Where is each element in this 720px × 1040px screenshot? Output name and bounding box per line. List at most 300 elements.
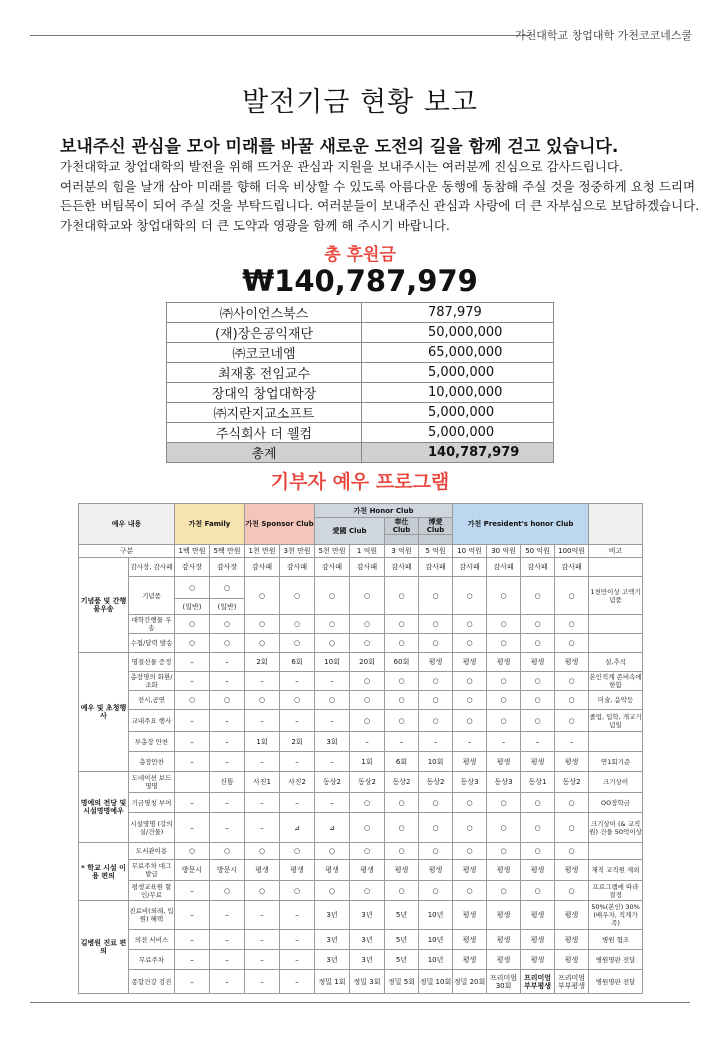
benefit-row	[79, 813, 643, 843]
benefit-cell: 감사장	[175, 558, 210, 577]
benefit-cell: 평생	[521, 752, 555, 772]
benefit-row	[79, 653, 643, 672]
benefit-cell: ○	[350, 881, 385, 901]
benefit-cell: ○	[555, 577, 589, 615]
benefit-cell: 평생	[453, 930, 487, 950]
benefit-cell: –	[210, 732, 245, 752]
benefit-cell: ○	[385, 691, 419, 710]
benefit-cell: 동상2	[555, 772, 589, 793]
donor-row	[167, 303, 554, 323]
benefit-cell: –	[210, 710, 245, 732]
amount-cell: 100억원	[555, 545, 589, 558]
benefit-cell: 3년	[315, 950, 350, 970]
benefit-cell: 평생	[555, 860, 589, 881]
item-label: 도네이션 보드명명	[129, 772, 175, 793]
benefit-cell: ○	[245, 577, 280, 615]
benefit-cell: ○	[175, 615, 210, 634]
benefit-cell: –	[175, 950, 210, 970]
benefit-cell: ○	[419, 577, 453, 615]
benefit-cell: 평생	[521, 901, 555, 930]
benefit-cell: ○	[315, 691, 350, 710]
benefit-cell: ○	[419, 793, 453, 813]
benefit-cell: 프리미엄 30회	[487, 970, 521, 994]
benefit-cell: –	[175, 813, 210, 843]
benefit-cell: 평생	[419, 653, 453, 672]
category-facility: * 학교 시설 이용 편의	[79, 843, 129, 901]
benefit-cell: 평생	[453, 950, 487, 970]
benefit-cell: ○	[453, 813, 487, 843]
donor-amount: 5,000,000	[362, 403, 554, 423]
benefit-cell: 평생	[555, 950, 589, 970]
donor-benefit-table	[78, 503, 643, 994]
benefit-cell: –	[210, 930, 245, 950]
benefit-cell: 1회	[350, 752, 385, 772]
benefit-cell: ○	[385, 634, 419, 653]
benefit-cell: ○	[280, 843, 315, 860]
benefit-cell: ○	[175, 691, 210, 710]
benefit-cell: 사진2	[280, 772, 315, 793]
benefit-cell: ○	[350, 843, 385, 860]
benefit-cell: ○	[555, 634, 589, 653]
benefit-cell: –	[245, 813, 280, 843]
benefit-cell: 3년	[350, 901, 385, 930]
item-label: 전시,공연	[129, 691, 175, 710]
note-cell: 미술, 음악등	[589, 691, 643, 710]
benefit-cell: 동상1	[521, 772, 555, 793]
benefit-cell: –	[175, 732, 210, 752]
benefit-cell: ○	[555, 813, 589, 843]
donor-name: (재)장은공익재단	[167, 323, 362, 343]
benefit-cell: ○	[521, 634, 555, 653]
benefit-cell: ○	[419, 710, 453, 732]
benefit-cell: 10년	[419, 950, 453, 970]
benefit-cell: ○	[453, 881, 487, 901]
benefit-cell: 평생	[487, 860, 521, 881]
benefit-cell: 사진1	[245, 772, 280, 793]
intro-line: 든든한 버팀목이 되어 주실 것을 부탁드립니다. 여러분들이 보내주신 관심과 사랑에 더 큰 자부심으로 보답하겠습니다.	[60, 198, 700, 213]
donor-name: 최재홍 전임교수	[167, 363, 362, 383]
benefit-cell: 5년	[385, 901, 419, 930]
item-label: 도서관이용	[129, 843, 175, 860]
benefit-cell: 2회	[245, 653, 280, 672]
benefit-cell: ○	[350, 615, 385, 634]
donor-row	[167, 383, 554, 403]
benefit-cell: ○	[453, 793, 487, 813]
benefit-cell: 평생	[385, 860, 419, 881]
note-cell: 졸업, 입학, 개교기념일	[589, 710, 643, 732]
tier-header-row	[79, 504, 643, 518]
donor-row	[167, 423, 554, 443]
benefit-cell: 감사패	[385, 558, 419, 577]
benefit-cell: ○	[385, 672, 419, 691]
donor-amount: 10,000,000	[362, 383, 554, 403]
benefit-cell: –	[245, 793, 280, 813]
benefit-cell: ○	[175, 843, 210, 860]
benefit-cell: ○	[487, 634, 521, 653]
item-label: 감사장, 감사패	[129, 558, 175, 577]
benefit-cell: –	[280, 710, 315, 732]
benefit-cell: 평생	[555, 752, 589, 772]
item-label: 진료비(외래, 입원) 혜택	[129, 901, 175, 930]
benefit-cell: ○	[315, 577, 350, 615]
item-label: 교내주요 행사	[129, 710, 175, 732]
donor-name: 주식회사 더 웰컴	[167, 423, 362, 443]
amount-cell: 1천 만원	[245, 545, 280, 558]
benefit-cell: 정밀 3회	[350, 970, 385, 994]
benefit-cell: –	[245, 710, 280, 732]
item-label: 의전 서비스	[129, 930, 175, 950]
benefit-row	[79, 793, 643, 813]
benefit-cell: ○	[521, 577, 555, 615]
item-label: 명절선물 증정	[129, 653, 175, 672]
benefit-cell: –	[280, 672, 315, 691]
note-cell	[589, 558, 643, 577]
benefit-cell: ○	[487, 813, 521, 843]
benefit-cell: 3년	[315, 930, 350, 950]
benefit-cell: –	[555, 732, 589, 752]
benefit-cell: ○	[315, 843, 350, 860]
benefit-cell: ○	[555, 672, 589, 691]
benefit-cell: ○	[487, 691, 521, 710]
benefit-cell: 감사패	[350, 558, 385, 577]
benefit-cell: ○	[210, 577, 245, 599]
amount-cell: 50 억원	[521, 545, 555, 558]
donor-row	[167, 403, 554, 423]
benefit-cell: ○	[487, 672, 521, 691]
benefit-cell: ○	[385, 793, 419, 813]
item-label: 대학간행물 우송	[129, 615, 175, 634]
benefit-cell: –	[175, 901, 210, 930]
benefit-cell: 감사패	[555, 558, 589, 577]
header-org: 가천대학교 창업대학 가천코코네스쿨	[514, 29, 692, 42]
footer-rule	[30, 1002, 690, 1003]
benefit-cell: ○	[521, 813, 555, 843]
benefit-cell: 평생	[453, 752, 487, 772]
benefit-cell: 10회	[419, 752, 453, 772]
category-honors: 명예의 전당 및 시설명명예우	[79, 772, 129, 843]
benefit-cell: –	[453, 732, 487, 752]
benefit-cell: 감사패	[487, 558, 521, 577]
note-cell	[589, 843, 643, 860]
donor-name: ㈜지란지교소프트	[167, 403, 362, 423]
benefit-row	[79, 970, 643, 994]
note-cell: 크기상이 (& 교직원) 건물 50억이상	[589, 813, 643, 843]
note-cell: OO장학금	[589, 793, 643, 813]
donor-name: ㈜사이언스북스	[167, 303, 362, 323]
benefit-cell: ○	[521, 793, 555, 813]
intro-line: 여러분의 힘을 날개 삼아 미래를 향해 더욱 비상할 수 있도록 아름다운 동행에 동참해 주실 것을 정중하게 요청 드리며	[60, 178, 696, 194]
program-title: 기부자 예우 프로그램	[270, 471, 450, 493]
amount-cell: 3천 만원	[280, 545, 315, 558]
benefit-cell: 10회	[315, 653, 350, 672]
benefit-cell: 평생	[555, 901, 589, 930]
benefit-cell: ○	[487, 881, 521, 901]
benefit-cell: –	[280, 930, 315, 950]
benefit-cell: –	[245, 752, 280, 772]
benefit-cell: –	[175, 930, 210, 950]
amount-cell: 10 억원	[453, 545, 487, 558]
benefit-cell: –	[385, 732, 419, 752]
benefit-cell: ○	[453, 843, 487, 860]
benefit-cell: ⊿	[280, 813, 315, 843]
donor-total-amount: 140,787,979	[362, 443, 554, 463]
benefit-row	[79, 843, 643, 860]
benefit-cell: 3년	[315, 901, 350, 930]
benefit-row	[79, 710, 643, 732]
benefit-cell: 감사패	[280, 558, 315, 577]
benefit-cell	[175, 772, 210, 793]
note-cell: 병원 협조	[589, 930, 643, 950]
benefit-cell: ○	[419, 634, 453, 653]
tier-honor-aeguk: 愛國 Club	[315, 518, 385, 545]
benefit-cell: 1회	[245, 732, 280, 752]
benefit-cell: 프리미엄 부부평생	[521, 970, 555, 994]
benefit-cell: ○	[487, 577, 521, 615]
intro-paragraph	[60, 157, 700, 235]
donor-table	[166, 302, 554, 463]
donor-amount: 5,000,000	[362, 363, 554, 383]
benefit-cell: 프리미엄 부부평생	[555, 970, 589, 994]
page-title: 발전기금 현황 보고	[242, 87, 478, 118]
item-label: 기금명칭 부여	[129, 793, 175, 813]
benefit-cell: ○	[210, 634, 245, 653]
donor-row	[167, 343, 554, 363]
benefit-row	[79, 577, 643, 599]
item-label: 수첩/달력 발송	[129, 634, 175, 653]
benefit-cell: ○	[555, 881, 589, 901]
note-cell: 1천만이상 고액기념품	[589, 577, 643, 615]
amount-cell: 5천 만원	[315, 545, 350, 558]
tier-sponsor: 가천 Sponsor Club	[245, 504, 315, 545]
total-donation-amount: ₩140,787,979	[242, 264, 478, 298]
benefit-cell: –	[280, 970, 315, 994]
benefit-row	[79, 672, 643, 691]
note-cell: 프로그램에 따라 결정	[589, 881, 643, 901]
benefit-cell: –	[245, 901, 280, 930]
benefit-cell: 5년	[385, 950, 419, 970]
benefit-row	[79, 881, 643, 901]
amount-cell: 5 억원	[419, 545, 453, 558]
benefit-cell: 평생	[555, 930, 589, 950]
benefit-cell: ○	[280, 577, 315, 615]
note-cell: 병원명판 전달	[589, 950, 643, 970]
benefit-cell: ○	[245, 634, 280, 653]
benefit-cell: 20회	[350, 653, 385, 672]
benefit-cell: ○	[245, 691, 280, 710]
benefit-cell: ○	[315, 881, 350, 901]
note-cell: 크기상이	[589, 772, 643, 793]
benefit-cell: –	[280, 901, 315, 930]
benefit-row	[79, 732, 643, 752]
benefit-cell: 6회	[385, 752, 419, 772]
header-rule	[30, 35, 530, 36]
benefit-cell: ○	[350, 813, 385, 843]
tier-family: 가천 Family	[175, 504, 245, 545]
benefit-cell: ○	[453, 634, 487, 653]
benefit-cell: 평생	[487, 930, 521, 950]
benefit-cell: ○	[453, 691, 487, 710]
benefit-cell: ○	[521, 615, 555, 634]
benefit-cell: ○	[419, 813, 453, 843]
benefit-cell: ○	[280, 634, 315, 653]
benefit-cell: ○	[555, 615, 589, 634]
benefit-cell: –	[210, 752, 245, 772]
benefit-cell: ○	[245, 615, 280, 634]
benefit-cell: ○	[521, 843, 555, 860]
benefit-cell: ○	[487, 843, 521, 860]
benefit-cell: ○	[210, 843, 245, 860]
benefit-cell: ○	[385, 615, 419, 634]
benefit-cell: (일반)	[210, 599, 245, 615]
benefit-cell: 동상2	[315, 772, 350, 793]
benefit-cell: ○	[419, 672, 453, 691]
tier-honor: 가천 Honor Club	[315, 504, 453, 518]
benefit-cell: ○	[385, 843, 419, 860]
tier-honor-blank	[385, 535, 419, 545]
benefit-cell: ○	[453, 577, 487, 615]
benefit-row	[79, 634, 643, 653]
benefit-cell: –	[175, 881, 210, 901]
donor-row	[167, 363, 554, 383]
benefit-cell: ○	[419, 843, 453, 860]
benefit-cell: ○	[210, 615, 245, 634]
donor-amount: 5,000,000	[362, 423, 554, 443]
donor-name: ㈜코코네엠	[167, 343, 362, 363]
benefit-cell: ○	[350, 577, 385, 615]
benefit-cell: ⊿	[315, 813, 350, 843]
category-gifts: 기념품 및 간행물우송	[79, 558, 129, 653]
benefit-row	[79, 752, 643, 772]
benefit-row	[79, 930, 643, 950]
lead-sentence: 보내주신 관심을 모아 미래를 바꿀 새로운 도전의 길을 함께 걷고 있습니다.	[60, 137, 619, 157]
note-cell	[589, 634, 643, 653]
benefit-cell: 감사패	[453, 558, 487, 577]
intro-line: 가천대학교와 창업대학의 더 큰 도약과 영광을 함께 해 주시기 바랍니다.	[60, 217, 450, 233]
benefit-cell: ○	[419, 615, 453, 634]
benefit-cell: 10년	[419, 901, 453, 930]
benefit-cell: 감사패	[521, 558, 555, 577]
amount-row	[79, 545, 643, 558]
benefit-cell: –	[175, 752, 210, 772]
benefit-cell: 방문시	[210, 860, 245, 881]
benefit-cell: ○	[210, 881, 245, 901]
amount-cell: 3 억원	[385, 545, 419, 558]
benefit-cell: 감사패	[245, 558, 280, 577]
benefit-cell: 평생	[419, 860, 453, 881]
gubun-label: 구분	[79, 545, 175, 558]
benefit-cell: 동상2	[385, 772, 419, 793]
benefit-cell: –	[210, 813, 245, 843]
item-label: 무료주차 대그발급	[129, 860, 175, 881]
benefit-cell: 동상2	[350, 772, 385, 793]
item-label: 종합건강 검진	[129, 970, 175, 994]
benefit-cell: ○	[521, 881, 555, 901]
item-label: 기념품	[129, 577, 175, 615]
benefit-cell: ○	[245, 843, 280, 860]
note-header: 비고	[589, 545, 643, 558]
benefit-row	[79, 691, 643, 710]
benefit-cell: 정밀 1회	[315, 970, 350, 994]
amount-cell: 1 억원	[350, 545, 385, 558]
benefit-cell: ○	[245, 881, 280, 901]
benefit-cell: ○	[350, 672, 385, 691]
note-cell: 본인직계 존비속에 한함	[589, 673, 642, 689]
benefit-cell: ○	[350, 634, 385, 653]
benefit-cell: 감사장	[210, 558, 245, 577]
benefit-cell: 평생	[521, 653, 555, 672]
benefit-cell: 2회	[280, 732, 315, 752]
benefit-cell: –	[245, 950, 280, 970]
benefit-cell: –	[210, 793, 245, 813]
donor-amount: 50,000,000	[362, 323, 554, 343]
benefit-cell: ○	[350, 793, 385, 813]
note-cell	[589, 615, 643, 634]
benefit-cell: –	[315, 752, 350, 772]
benefit-cell: 평생	[521, 860, 555, 881]
benefit-cell: 3회	[315, 732, 350, 752]
donor-total-label: 총계	[167, 443, 362, 463]
benefit-cell: 감사패	[315, 558, 350, 577]
donor-amount: 65,000,000	[362, 343, 554, 363]
benefit-cell: 평생	[453, 901, 487, 930]
benefit-cell: 평생	[453, 860, 487, 881]
benefit-cell: 3년	[350, 950, 385, 970]
benefit-cell: 평생	[453, 653, 487, 672]
note-cell: 병원명판 전달	[589, 970, 643, 994]
benefit-cell: –	[245, 672, 280, 691]
benefit-cell: –	[487, 732, 521, 752]
benefit-cell: –	[315, 710, 350, 732]
benefit-cell: 정밀 10회	[419, 970, 453, 994]
benefit-cell: ○	[385, 710, 419, 732]
benefit-cell: 평생	[487, 752, 521, 772]
benefit-row	[79, 772, 643, 793]
category-hospital: 길병원 진료 편의	[79, 901, 129, 994]
benefit-cell: ○	[555, 691, 589, 710]
benefit-cell: –	[175, 672, 210, 691]
note-cell: 설,추석	[589, 653, 643, 672]
benefit-cell: ○	[419, 691, 453, 710]
benefit-cell: 평생	[487, 950, 521, 970]
benefit-cell: 평생	[315, 860, 350, 881]
benefit-row	[79, 950, 643, 970]
note-cell: 연1회기준	[589, 752, 643, 772]
benefit-cell: ○	[487, 793, 521, 813]
benefit-cell: –	[315, 793, 350, 813]
amount-cell: 1백 만원	[175, 545, 210, 558]
item-label: 총장명의 화환/조화	[129, 672, 175, 691]
benefit-cell: –	[210, 653, 245, 672]
benefit-cell: –	[350, 732, 385, 752]
benefit-cell: 동상2	[419, 772, 453, 793]
benefit-cell: 평생	[487, 653, 521, 672]
benefit-row	[79, 558, 643, 577]
note-cell	[589, 732, 643, 752]
benefit-cell: –	[245, 930, 280, 950]
benefit-cell: ○	[453, 615, 487, 634]
benefit-cell: 평생	[521, 950, 555, 970]
benefit-cell: 평생	[350, 860, 385, 881]
benefit-cell: ○	[280, 881, 315, 901]
tier-honor-bakae: 博愛 Club	[419, 518, 453, 535]
benefit-row	[79, 615, 643, 634]
benefit-cell: –	[175, 970, 210, 994]
benefit-cell: ○	[280, 691, 315, 710]
benefit-row	[79, 860, 643, 881]
item-label: 평생교육원 할인/무료	[129, 881, 175, 901]
benefit-cell: ○	[385, 577, 419, 615]
benefit-cell: ○	[385, 813, 419, 843]
